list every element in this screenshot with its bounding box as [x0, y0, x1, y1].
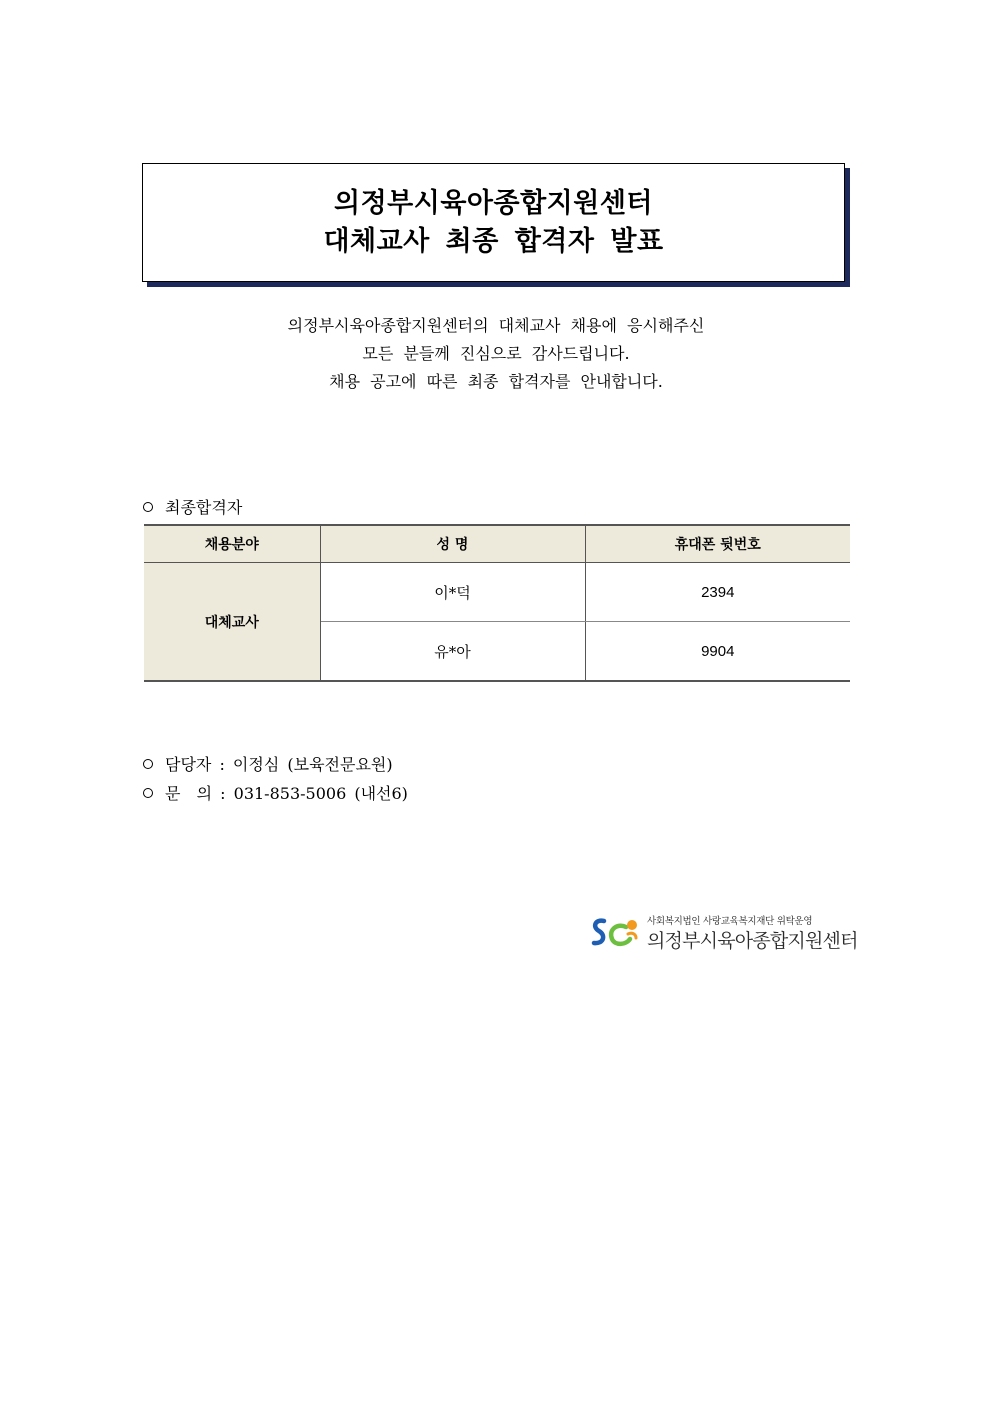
name-cell: 이*덕: [320, 563, 585, 622]
header-name: 성 명: [320, 525, 585, 563]
table-header-row: [144, 525, 850, 563]
final-candidates-table: [144, 524, 850, 682]
intro-text: [0, 312, 992, 396]
center-logo: [590, 913, 858, 953]
logo-operator-text: 사회복지법인 사랑교육복지재단 위탁운영: [647, 916, 813, 927]
circle-bullet-icon: [143, 759, 153, 769]
table-row: [144, 563, 850, 622]
contact-manager: [143, 752, 393, 775]
page-title-line2: 대체교사 최종 합격자 발표: [323, 225, 664, 257]
circle-bullet-icon: [143, 502, 153, 512]
contact-manager-text: 담당자 : 이정심 (보육전문요원): [165, 755, 393, 774]
logo-name-text: 의정부시육아종합지원센터: [647, 930, 858, 952]
contact-inquiry: [143, 781, 408, 804]
contact-inquiry-text: 문 의 : 031-853-5006 (내선6): [165, 784, 408, 803]
phone-cell: 2394: [585, 563, 850, 622]
intro-line1: 의정부시육아종합지원센터의 대체교사 채용에 응시해주신: [287, 316, 705, 335]
phone-cell: 9904: [585, 622, 850, 682]
header-field: 채용분야: [144, 525, 320, 563]
header-phone: 휴대폰 뒷번호: [585, 525, 850, 563]
field-cell: 대체교사: [144, 563, 320, 682]
intro-line2: 모든 분들께 진심으로 감사드립니다.: [362, 344, 630, 363]
circle-bullet-icon: [143, 788, 153, 798]
page-title-line1: 의정부시육아종합지원센터: [334, 187, 653, 219]
intro-line3: 채용 공고에 따른 최종 합격자를 안내합니다.: [329, 372, 663, 391]
section-final-heading: [143, 495, 242, 518]
name-cell: 유*아: [320, 622, 585, 682]
title-box: [142, 163, 845, 282]
section-final-label: 최종합격자: [165, 498, 243, 517]
center-logo-icon: [590, 915, 640, 951]
